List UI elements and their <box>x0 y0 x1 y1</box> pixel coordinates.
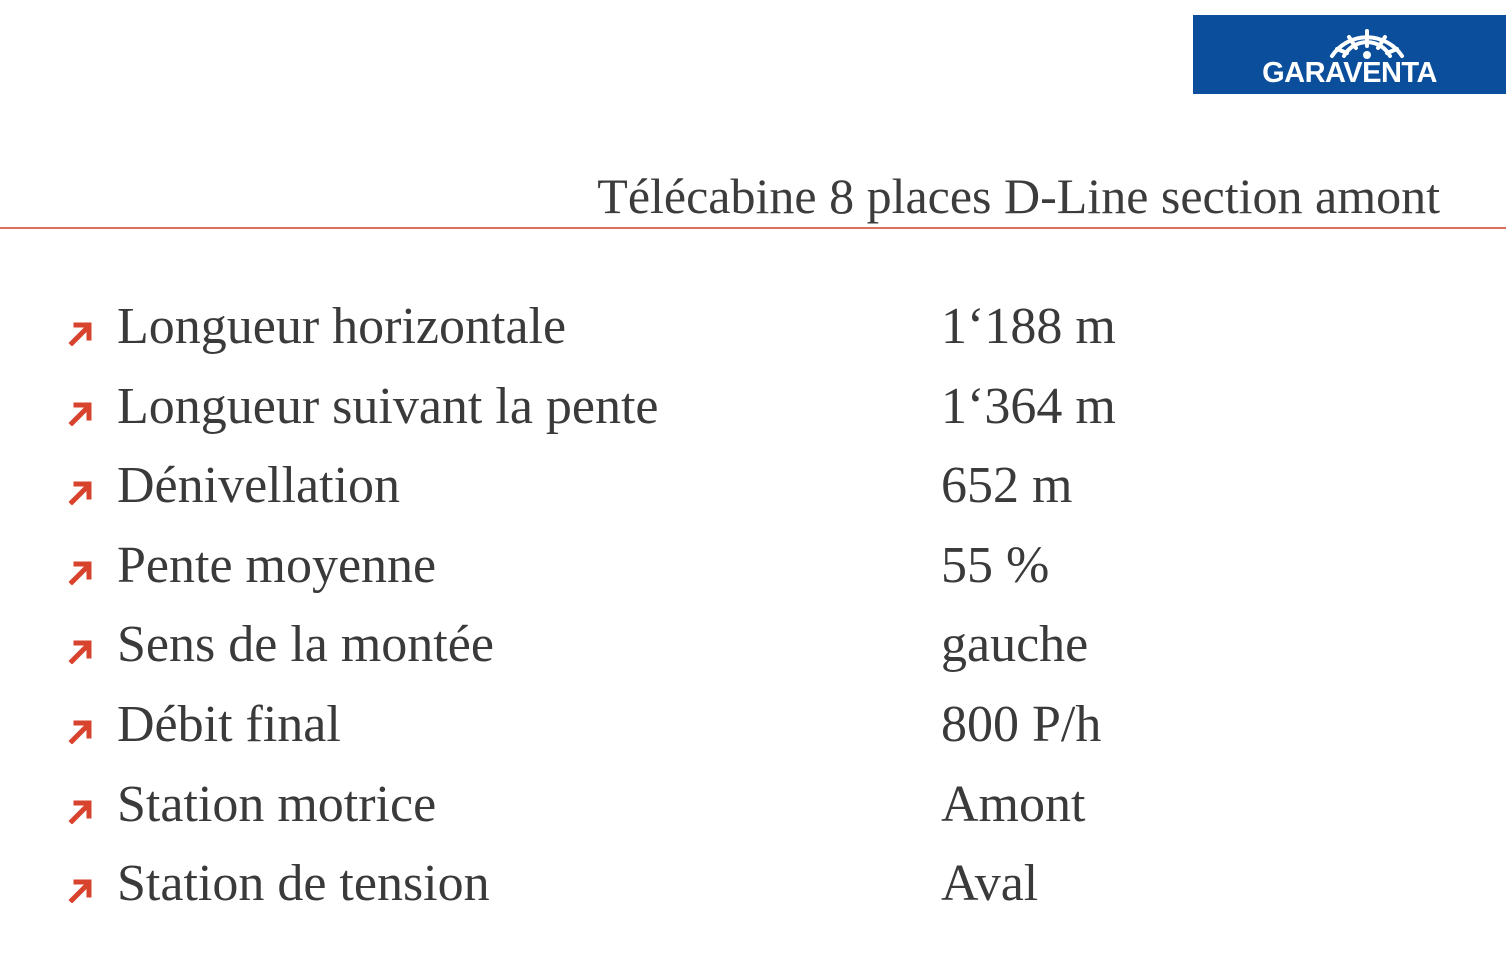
spec-label: Sens de la montée <box>117 616 494 674</box>
arrow-up-right-icon <box>68 479 94 505</box>
arrow-up-right-icon <box>68 638 94 664</box>
spec-value: Amont <box>941 775 1086 833</box>
spec-label: Longueur horizontale <box>117 298 567 355</box>
title-divider <box>0 227 1506 229</box>
arrow-up-right-icon <box>68 798 94 824</box>
spec-row <box>0 607 1506 687</box>
spec-value: 55 % <box>941 536 1050 594</box>
spec-row <box>0 767 1506 847</box>
spec-value: gauche <box>941 616 1089 674</box>
spec-row <box>0 846 1506 926</box>
spec-label: Pente moyenne <box>117 536 437 594</box>
arrow-up-right-icon <box>68 320 94 346</box>
arrow-up-right-icon <box>68 718 94 744</box>
slide-title: Télécabine 8 places D-Line section amont <box>597 168 1440 224</box>
spec-row <box>0 528 1506 608</box>
garaventa-logo <box>1193 15 1506 94</box>
spec-label: Dénivellation <box>117 457 401 515</box>
arrow-up-right-icon <box>68 559 94 585</box>
spec-label: Station motrice <box>117 775 437 833</box>
spec-label: Longueur suivant la pente <box>117 377 659 435</box>
spec-value: 800 P/h <box>941 695 1102 753</box>
spec-row <box>0 289 1506 369</box>
arrow-up-right-icon <box>68 400 94 426</box>
spec-value: Aval <box>941 855 1039 913</box>
spec-list <box>0 289 1506 926</box>
spec-value: 652 m <box>941 457 1073 515</box>
spec-row <box>0 687 1506 767</box>
spec-row <box>0 369 1506 449</box>
spec-label: Débit final <box>117 695 341 753</box>
brand-name: GARAVENTA <box>1262 57 1437 89</box>
spec-row <box>0 448 1506 528</box>
spec-value: 1‘188 m <box>941 298 1116 355</box>
spec-value: 1‘364 m <box>941 377 1116 435</box>
arrow-up-right-icon <box>68 877 94 903</box>
spec-label: Station de tension <box>117 855 490 913</box>
